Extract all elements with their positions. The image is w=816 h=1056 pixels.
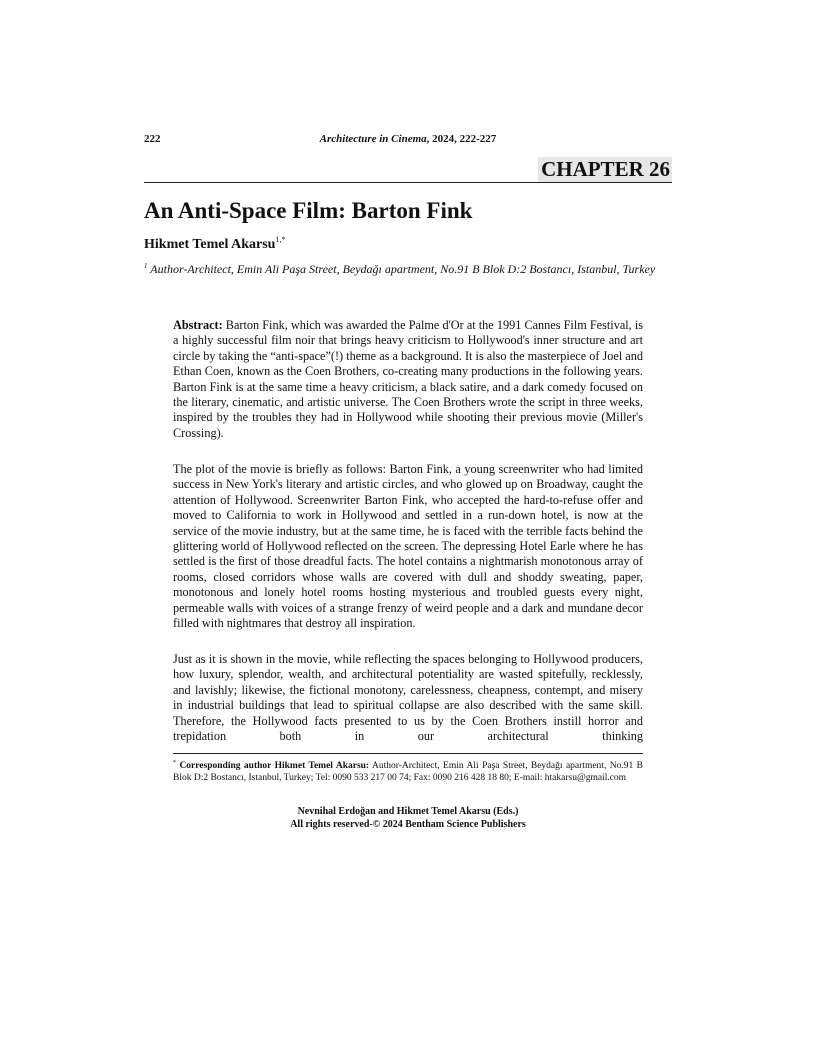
editors-line: Nevnihal Erdoğan and Hikmet Temel Akarsu (Eds.) — [297, 806, 519, 817]
affiliation — [144, 258, 672, 277]
author-name: Hikmet Temel Akarsu — [144, 237, 276, 252]
abstract-text: Barton Fink, which was awarded the Palme d'Or at the 1991 Cannes Film Festival, is a highly successful film noir that brings heavy criticism to Hollywood's inner structure and art circle by taking the “anti-space”(!) theme as a background. It is also the masterpiece of Joel and Ethan Coen, known as the Coen Brothers, co-creating many productions in the following years. Barton Fink is at the same time a heavy criticism, a black satire, and a dark comedy focused on the literary, cinematic, and artistic universe. The Coen Brothers wrote the script in three weeks, inspired by the troubles they had in Hollywood while shooting their previous movie (Miller's Crossing). — [173, 318, 643, 440]
footnote-mark: * — [173, 760, 176, 766]
running-header — [144, 133, 672, 149]
author-marks: 1,* — [275, 235, 286, 244]
header-divider — [144, 182, 672, 183]
journal-name: Architecture in Cinema — [319, 133, 427, 145]
footnote-divider — [173, 753, 643, 754]
footnote-label: Corresponding author Hikmet Temel Akarsu: — [179, 761, 370, 771]
paragraph-spaces: Just as it is shown in the movie, while reflecting the spaces belonging to Hollywood producers, how luxury, splendor, wealth, and architectural potentiality are wasted spitefully, recklessly, and lavishly; likewise, the fictional monotony, carelessness, cheapness, contempt, and misery in industrial buildings that lead to spiritual collapse are also described with the same skill. Therefore, the Hollywood facts presented to us by the Coen Brothers instill horror and trepidation both in our architectural thinking — [173, 652, 643, 744]
author-line — [144, 235, 285, 253]
journal-suffix: , 2024, 222-227 — [426, 133, 497, 145]
affiliation-text: Author-Architect, Emin Ali Paşa Street, Beydağı apartment, No.91 B Blok D:2 Bostancı, Istanbul, Turkey — [150, 262, 656, 276]
paragraph-plot: The plot of the movie is briefly as follows: Barton Fink, a young screenwriter who had limited success in New York's literary and artistic circles, and who glowed up on Broadway, caught the attention of Hollywood. Screenwriter Barton Fink, who accepted the hard-to-refuse offer and moved to California to work in Hollywood and settled in a run-down hotel, is now at the service of the movie industry, but at the same time, he is faced with the terrible facts behind the glittering world of Hollywood reflected on the screen. The depressing Hotel Earle where he has settled is the first of those dreadful facts. The hotel contains a nightmarish monotonous array of rooms, closed corridors whose walls are covered with dull and shoddy sweating, paper, monotonous and lonely hotel rooms hosting mysterious and troubled guests every night, permeable walls with voices of a strange frenzy of weird people and a dark and mundane decor filled with nightmares that destroy all inspiration. — [173, 462, 643, 631]
publisher-credits — [144, 806, 672, 831]
article-title: An Anti-Space Film: Barton Fink — [144, 198, 473, 223]
footnote — [173, 757, 643, 784]
chapter-label: CHAPTER 26 — [538, 157, 672, 182]
abstract-paragraph — [173, 318, 643, 441]
abstract-label: Abstract: — [173, 318, 223, 332]
footnote-text: Author-Architect, Emin Ali Paşa Street, Beydağı apartment, No.91 B Blok D:2 Bostancı, Istanbul, Turkey; Tel: 0090 533 217 00 74; Fax: 0090 216 428 18 80; E-mail: htakarsu@gmail.com — [173, 761, 643, 783]
affiliation-mark: 1 — [144, 262, 148, 270]
page-number: 222 — [144, 133, 161, 145]
rights-line: All rights reserved-© 2024 Bentham Science Publishers — [290, 818, 526, 830]
journal-citation — [144, 133, 672, 145]
